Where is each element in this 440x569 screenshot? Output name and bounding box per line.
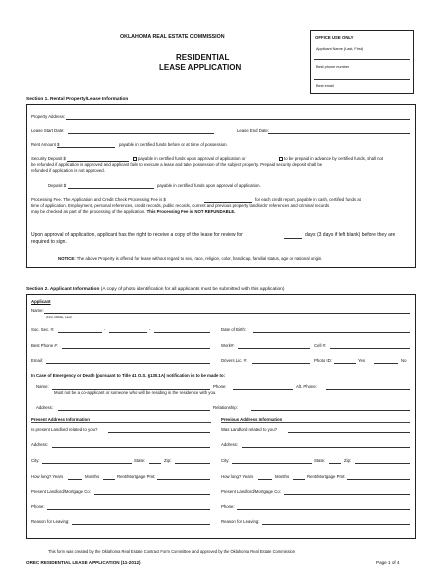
em-address-label: Address: <box>36 405 53 410</box>
present-reason-label: Reason for Leaving: <box>31 519 70 524</box>
emergency-heading: In Case of Emergency or Death (pursuant to Title 41 O.S. §130.1A) notification is to be made to: <box>31 373 226 378</box>
form-title-line1: RESIDENTIAL <box>176 53 230 62</box>
previous-rent-label: Rent/Mortgage Pmt: <box>307 474 346 479</box>
present-city-label: City: <box>31 458 40 463</box>
em-address-field[interactable] <box>58 410 210 411</box>
ssn-field-2[interactable] <box>109 332 147 333</box>
footer-page-number: Page 1 of 4 <box>376 560 400 565</box>
best-phone-label: Best Phone #: <box>31 343 58 348</box>
processing-line3: may be checked as part of the processing of the application. <box>31 209 146 214</box>
previous-state-label: State: <box>314 458 326 463</box>
previous-phone-field[interactable] <box>237 509 410 510</box>
ssn-label: Soc. Sec. #: <box>31 327 55 332</box>
office-use-title: OFFICE USE ONLY <box>315 35 354 40</box>
lease-start-label: Lease Start Date: <box>31 128 65 133</box>
previous-zip-field[interactable] <box>355 463 410 464</box>
previous-address-field[interactable] <box>242 447 410 448</box>
previous-state-field[interactable] <box>329 463 341 464</box>
security-deposit-label: Security Deposit $ <box>31 156 66 161</box>
present-reason-field[interactable] <box>72 524 210 525</box>
office-best-email: Best email <box>316 84 334 88</box>
security-line1b <box>279 156 383 161</box>
photo-id-yes: Yes <box>358 358 366 363</box>
present-phone-field[interactable] <box>47 509 210 510</box>
security-text4: refunded if application is not approved. <box>31 168 105 173</box>
previous-city-field[interactable] <box>232 463 312 464</box>
em-alt-field[interactable] <box>326 389 410 390</box>
em-alt-label: Alt. Phone: <box>296 384 318 389</box>
ssn-dash-2: - <box>149 327 151 332</box>
copy-line1: Upon approval of application, applicant has the right to receive a copy of the lease for review for <box>31 232 243 238</box>
security-text2: to be prepaid in advance by certified funds, shall not <box>284 156 384 161</box>
copy-line2: required to sign. <box>31 239 67 245</box>
previous-address-label: Address: <box>221 442 238 447</box>
deposit-label: Deposit $ <box>48 183 67 188</box>
previous-months-label: Months <box>275 474 290 479</box>
best-phone-field[interactable] <box>62 348 210 349</box>
copy-line1-tail: days (3 days if left blank) before they are <box>305 232 396 238</box>
security-text1: payable in certified funds upon approval of application or <box>138 156 246 161</box>
previous-months-field[interactable] <box>293 479 305 480</box>
em-relationship-label: Relationship: <box>213 405 238 410</box>
present-zip-field[interactable] <box>175 463 210 464</box>
previous-heading: Previous Address Information <box>221 417 283 422</box>
previous-years-label: How long? Years <box>221 474 254 479</box>
em-phone-label: Phone: <box>213 384 227 389</box>
ssn-field-1[interactable] <box>58 332 102 333</box>
email-label: Email: <box>31 358 43 363</box>
processing-line1-tail: for each credit report, payable in cash, certified funds at <box>255 197 361 202</box>
rent-amount-text: payable in certified funds before or at time of possession. <box>119 142 228 147</box>
email-field[interactable] <box>46 363 210 364</box>
present-state-label: State: <box>134 458 146 463</box>
prepaid-checkbox[interactable] <box>279 157 283 161</box>
work-field[interactable] <box>238 348 310 349</box>
lease-end-label: Lease End Date: <box>237 128 270 133</box>
previous-heading-rule <box>221 422 410 423</box>
previous-landlord-field[interactable] <box>284 494 410 495</box>
drivers-label: Drivers Lic. #: <box>221 358 248 363</box>
present-months-field[interactable] <box>103 479 115 480</box>
office-applicant-name: Applicant Name (Last, First) <box>316 47 364 51</box>
footer-created-by: This form was created by the Oklahoma Real Estate Contract Form Committee and approved by the Oklahoma Real Estate Commission <box>48 549 296 554</box>
notice-label: NOTICE: <box>58 256 76 261</box>
applicant-heading: Applicant <box>31 299 51 304</box>
present-years-label: How long? Years <box>31 474 64 479</box>
security-line1 <box>133 156 246 161</box>
processing-not-refundable: This Processing Fee is NOT REFUNDABLE. <box>146 209 236 214</box>
previous-reason-field[interactable] <box>262 524 410 525</box>
em-note: Must not be a co-applicant or someone who will be residing in the residence with you. <box>54 390 217 395</box>
processing-line2: time of application. Employment, personal references, credit records, public records, current and previous property landlords' references and criminal records <box>31 203 330 208</box>
previous-city-label: City: <box>221 458 230 463</box>
deposit-field[interactable] <box>68 188 154 189</box>
photo-id-no-field[interactable] <box>374 363 398 364</box>
section1-title: Section 1. Rental Property/Lease Information <box>26 97 129 102</box>
review-days-field[interactable] <box>284 238 302 239</box>
name-field[interactable] <box>44 313 410 314</box>
processing-line1: Processing Fee. The Application and Credit Check Processing Fee is $ <box>31 197 166 202</box>
security-text3: be refunded if application is approved and applicant fails to execute a lease and take possession of the subject property. Prepaid security deposit shall be <box>31 162 323 167</box>
section2-title: Section 2. Applicant Information <box>26 287 100 292</box>
photo-id-yes-field[interactable] <box>334 363 356 364</box>
present-months-label: Months <box>85 474 100 479</box>
em-name-label: Name: <box>36 384 49 389</box>
previous-landlord-related-field[interactable] <box>288 432 410 433</box>
drivers-field[interactable] <box>252 363 310 364</box>
present-phone-label: Phone: <box>31 504 45 509</box>
form-title-line2: LEASE APPLICATION <box>159 63 242 72</box>
certified-funds-checkbox[interactable] <box>133 157 137 161</box>
section2-subtitle: (A copy of photo identification for all applicants must be submitted with this application) <box>100 287 285 292</box>
cell-field[interactable] <box>330 348 410 349</box>
cell-label: Cell #: <box>314 343 327 348</box>
present-state-field[interactable] <box>149 463 161 464</box>
work-label: Work#: <box>221 343 235 348</box>
present-rent-field[interactable] <box>157 479 210 480</box>
previous-years-field[interactable] <box>258 479 272 480</box>
office-line-1 <box>314 59 410 60</box>
notice-line <box>58 256 323 261</box>
office-line-2 <box>314 79 410 80</box>
photo-id-no: No <box>401 358 407 363</box>
present-heading: Present Address Information <box>31 417 90 422</box>
previous-landlord-label: Present Landlord/Mortgage Co: <box>221 489 281 494</box>
footer-form-name: OREC RESIDENTIAL LEASE APPLICATION (11-2012) <box>26 560 141 565</box>
lease-start-field[interactable] <box>68 133 214 134</box>
present-city-field[interactable] <box>42 463 132 464</box>
office-best-phone: Best phone number <box>316 65 350 69</box>
previous-landlord-related-label: Was Landlord related to you? <box>221 427 277 432</box>
ssn-dash-1: - <box>104 327 106 332</box>
em-phone-field[interactable] <box>233 389 293 390</box>
present-years-field[interactable] <box>68 479 82 480</box>
rent-amount-label: Rent Amount $ <box>31 142 60 147</box>
lease-end-field[interactable] <box>268 133 410 134</box>
present-heading-rule <box>31 422 211 423</box>
present-landlord-field[interactable] <box>94 494 210 495</box>
name-label: Name: <box>31 308 44 313</box>
previous-rent-field[interactable] <box>347 479 410 480</box>
present-landlord-label: Present Landlord/Mortgage Co: <box>31 489 91 494</box>
photo-id-label: Photo ID: <box>314 358 332 363</box>
rent-amount-field[interactable] <box>57 147 115 148</box>
notice-text: The above Property is offered for lease without regard to sex, race, religion, color, handicap, familial status, age or national origin. <box>76 256 323 261</box>
dob-label: Date of Birth: <box>221 327 247 332</box>
previous-zip-label: Zip: <box>344 458 352 463</box>
dob-field[interactable] <box>253 332 410 333</box>
em-relationship-field[interactable] <box>251 410 410 411</box>
present-landlord-related-field[interactable] <box>108 432 210 433</box>
previous-phone-label: Phone: <box>221 504 235 509</box>
commission-name: OKLAHOMA REAL ESTATE COMMISSION <box>120 34 225 40</box>
name-hint: (First, Middle, Last) <box>46 315 72 319</box>
property-address-field[interactable] <box>66 119 410 120</box>
property-address-label: Property Address: <box>31 114 66 119</box>
present-landlord-related-label: Is present Landlord related to you? <box>31 427 98 432</box>
present-address-label: Address: <box>31 442 48 447</box>
present-address-field[interactable] <box>52 447 210 448</box>
processing-line3-wrap <box>31 209 235 214</box>
previous-reason-label: Reason for Leaving: <box>221 519 260 524</box>
section2-title-line <box>26 287 284 292</box>
present-zip-label: Zip: <box>164 458 172 463</box>
ssn-field-3[interactable] <box>154 332 210 333</box>
present-rent-label: Rent/Mortgage Pmt: <box>117 474 156 479</box>
deposit-text: payable in certified funds upon approval of application. <box>157 183 261 188</box>
